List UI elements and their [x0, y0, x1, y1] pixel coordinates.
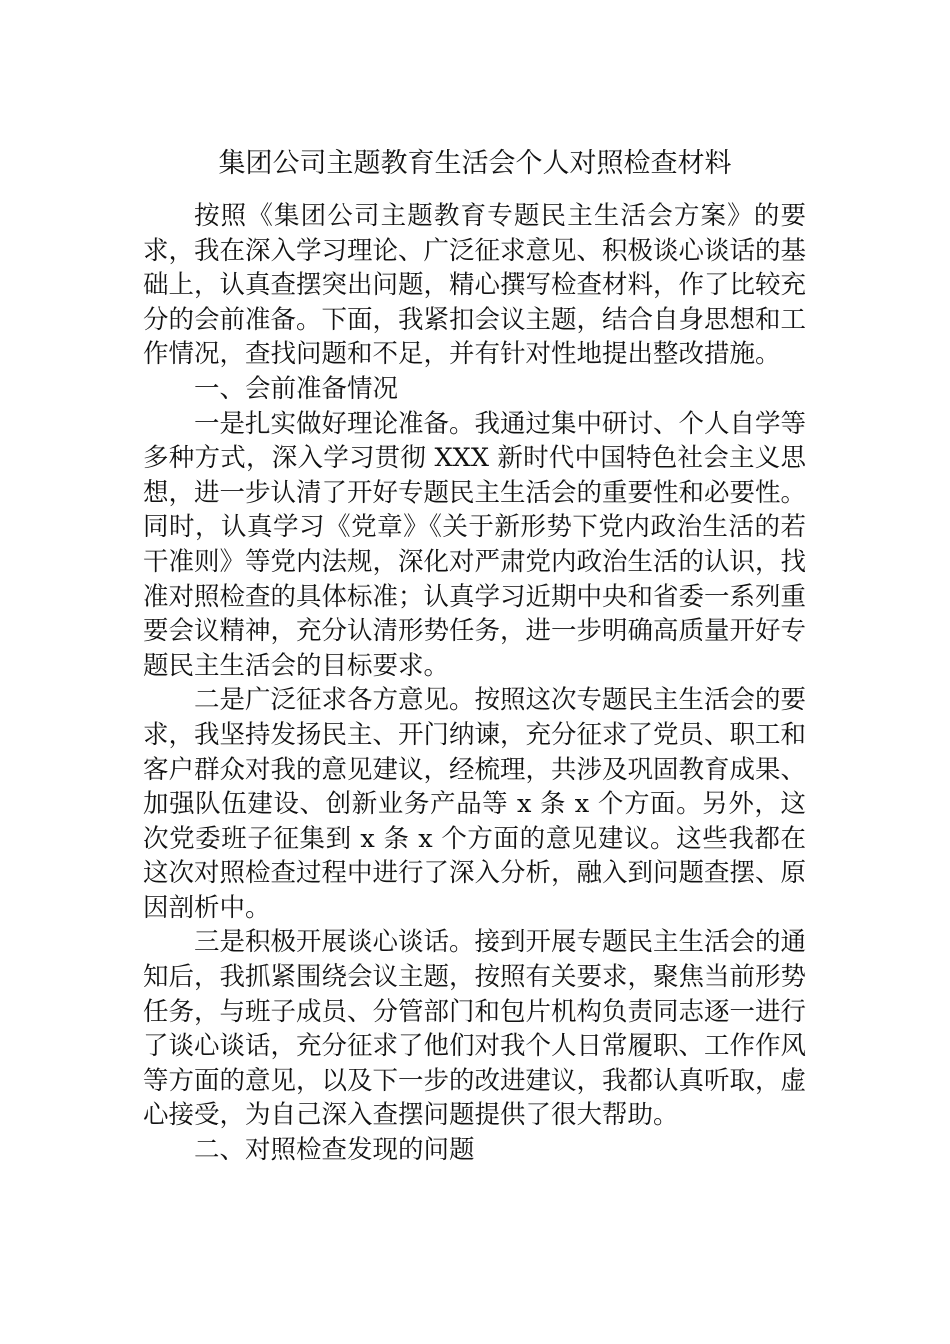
paragraph-soliciting-opinions: 二是广泛征求各方意见。按照这次专题民主生活会的要求，我坚持发扬民主、开门纳谏，充分征求了党员、职工和客户群众对我的意见建议，经梳理，共涉及巩固教育成果、加强队伍建设、创新业务产品等 x 条 x 个方面。另外，这次党委班子征集到 x 条 x 个方面的意见建议。这些我都在这次对照检查过程中进行了深入分析，融入到问题查摆、原因剖析中。 — [143, 685, 807, 923]
intro-paragraph: 按照《集团公司主题教育专题民主生活会方案》的要求，我在深入学习理论、广泛征求意见、积极谈心谈话的基础上，认真查摆突出问题，精心撰写检查材料，作了比较充分的会前准备。下面，我紧扣会议主题，结合自身思想和工作情况，查找问题和不足，并有针对性地提出整改措施。 — [143, 201, 807, 370]
paragraph-heart-to-heart-talks: 三是积极开展谈心谈话。接到开展专题民主生活会的通知后，我抓紧围绕会议主题，按照有关要求，聚焦当前形势任务，与班子成员、分管部门和包片机构负责同志逐一进行了谈心谈话，充分征求了他们对我个人日常履职、工作作风等方面的意见，以及下一步的改进建议，我都认真听取，虚心接受，为自己深入查摆问题提供了很大帮助。 — [143, 927, 807, 1131]
section-heading-preparation: 一、会前准备情况 — [194, 373, 399, 404]
document-body — [143, 199, 806, 1168]
section-heading-problems: 二、对照检查发现的问题 — [194, 1135, 475, 1166]
document-title: 集团公司主题教育生活会个人对照检查材料 — [218, 148, 732, 179]
paragraph-theory-preparation: 一是扎实做好理论准备。我通过集中研讨、个人自学等多种方式，深入学习贯彻 XXX 新时代中国特色社会主义思想，进一步认清了开好专题民主生活会的重要性和必要性。同时，认真学习《党章》《关于新形势下党内政治生活的若干准则》等党内法规，深化对严肃党内政治生活的认识，找准对照检查的具体标准；认真学习近期中央和省委一系列重要会议精神，充分认清形势任务，进一步明确高质量开好专题民主生活会的目标要求。 — [143, 408, 807, 681]
